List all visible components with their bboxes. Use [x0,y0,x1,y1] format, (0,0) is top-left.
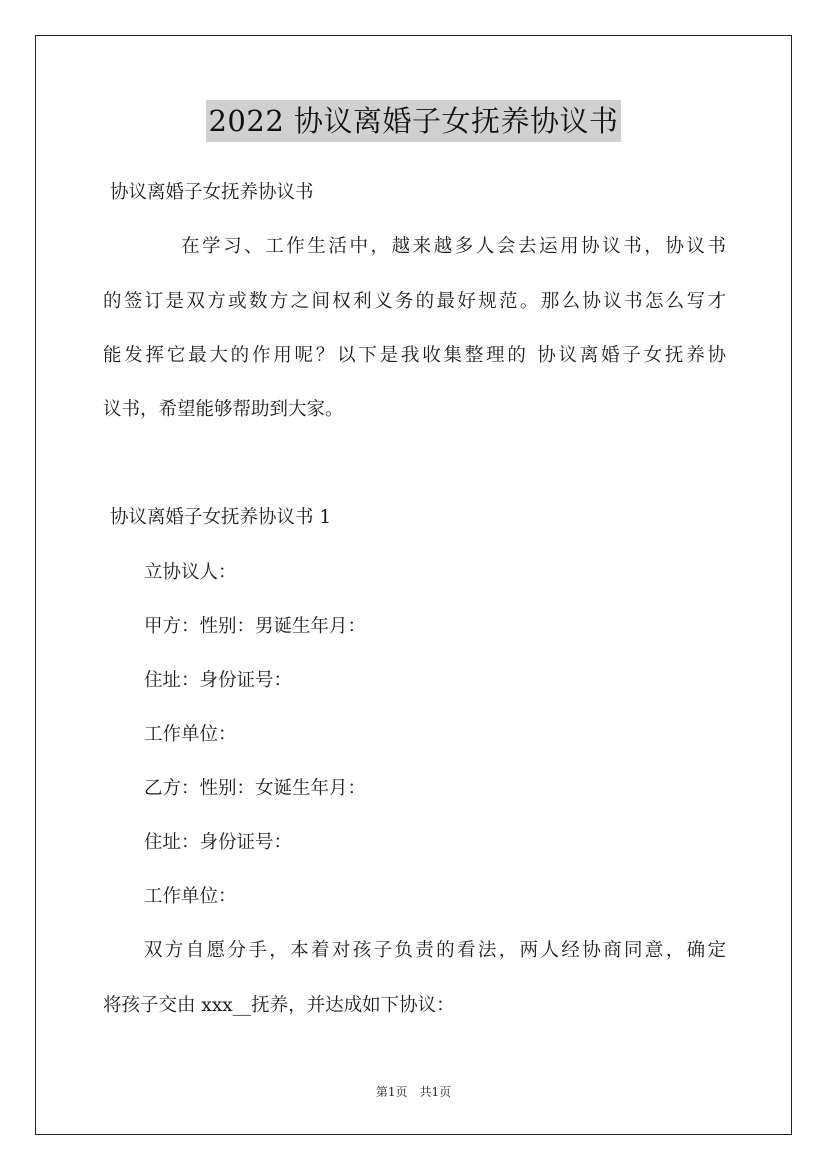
field-party-b: 乙方：性别：女诞生年月： [144,778,367,799]
document-subtitle: 协议离婚子女抚养协议书 [110,182,314,203]
field-party-a: 甲方：性别：男诞生年月： [144,616,367,637]
intro-line-2: 的签订是双方或数方之间权利义务的最好规范。那么协议书怎么写才 [103,291,726,312]
closing-line-2: 将孩子交由 xxx__抚养，并达成如下协议： [103,995,455,1016]
intro-line-4: 议书，希望能够帮助到大家。 [103,399,344,420]
field-party-intro: 立协议人： [144,562,237,583]
field-address-b: 住址：身份证号： [144,832,293,853]
closing-line-1: 双方自愿分手，本着对孩子负责的看法，两人经协商同意，确定 [144,940,726,961]
field-workplace-b: 工作单位： [144,886,237,907]
intro-line-3: 能发挥它最大的作用呢？以下是我收集整理的 协议离婚子女抚养协 [103,345,726,366]
title-container [0,100,827,142]
field-address-a: 住址：身份证号： [144,670,293,691]
field-workplace-a: 工作单位： [144,724,237,745]
page-number: 第1页 共1页 [375,1085,452,1099]
document-title: 2022 协议离婚子女抚养协议书 [206,100,620,142]
section-heading: 协议离婚子女抚养协议书 1 [110,507,332,528]
intro-line-1: 在学习、工作生活中，越来越多人会去运用协议书，协议书 [181,236,726,257]
